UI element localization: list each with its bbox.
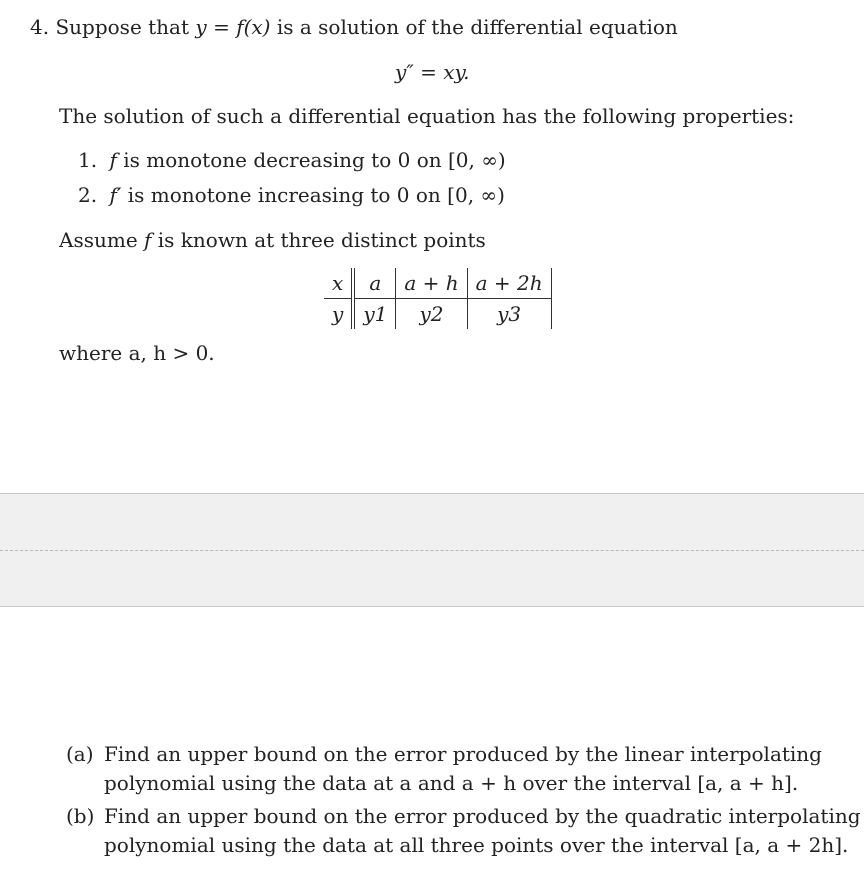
part-line1: Find an upper bound on the error produced by the quadratic interpolating <box>104 804 861 828</box>
row-header-x: x <box>324 268 353 299</box>
problem-number: 4. <box>30 15 50 39</box>
intro-text: Suppose that <box>55 15 190 39</box>
property-number: 2. <box>78 183 98 207</box>
part-line1: Find an upper bound on the error produced by the linear interpolating <box>104 742 822 766</box>
property-number: 1. <box>78 148 98 172</box>
cell-x3: a + 2h <box>467 268 551 299</box>
math-eq: = <box>213 15 230 39</box>
part-line2: polynomial using the data at all three points over the interval [a, a + 2h]. <box>104 833 849 857</box>
cell-y2: y2 <box>396 299 467 330</box>
math-f: f <box>236 15 244 39</box>
property-item <box>78 148 506 172</box>
cell-x1: a <box>353 268 396 299</box>
property-interval: [0, ∞) <box>447 183 505 207</box>
part-b <box>66 802 861 860</box>
where-line: where a, h > 0. <box>59 341 215 365</box>
ode-equation: y″ = xy. <box>395 60 470 84</box>
property-symbol: f <box>109 148 117 172</box>
properties-intro: The solution of such a differential equation has the following properties: <box>59 104 795 128</box>
property-text: is monotone decreasing to 0 on <box>123 148 442 172</box>
intro-tail: is a solution of the differential equation <box>276 15 678 39</box>
property-interval: [0, ∞) <box>447 148 506 172</box>
table-row <box>324 268 551 299</box>
page-break-band <box>0 493 864 607</box>
assume-post: is known at three distinct points <box>157 228 486 252</box>
data-table <box>324 268 552 329</box>
part-a <box>66 740 822 798</box>
math-x: (x) <box>243 15 271 39</box>
problem-statement <box>30 15 678 39</box>
table-row <box>324 299 551 330</box>
part-line2: polynomial using the data at a and a + h over the interval [a, a + h]. <box>104 771 799 795</box>
assume-pre: Assume <box>59 228 138 252</box>
cell-y1: y1 <box>353 299 396 330</box>
part-label: (a) <box>66 742 94 766</box>
page-break-dashed-line <box>0 550 864 551</box>
part-label: (b) <box>66 804 95 828</box>
property-text: is monotone increasing to 0 on <box>127 183 441 207</box>
assume-line <box>59 228 486 252</box>
cell-x2: a + h <box>396 268 467 299</box>
cell-y3: y3 <box>467 299 551 330</box>
property-symbol: f′ <box>109 183 122 207</box>
property-item <box>78 183 505 207</box>
assume-symbol: f <box>144 228 152 252</box>
row-header-y: y <box>324 299 353 330</box>
math-y: y <box>195 15 207 39</box>
